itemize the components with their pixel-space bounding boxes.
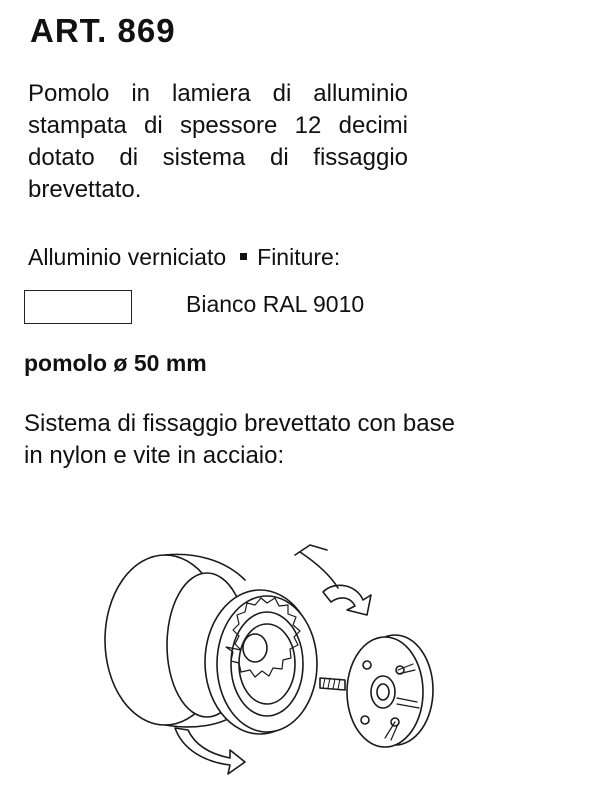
rotation-arrow-bottom bbox=[175, 728, 245, 774]
rotation-arrow-top bbox=[295, 545, 371, 615]
bullet-icon bbox=[240, 253, 247, 260]
fixing-system-text bbox=[24, 408, 524, 472]
description-line: Pomolo in lamiera di alluminio bbox=[28, 80, 408, 107]
knob-size: pomolo ø 50 mm bbox=[24, 350, 207, 376]
finish-row bbox=[28, 244, 340, 271]
description-line: brevettato. bbox=[28, 176, 142, 203]
product-description bbox=[28, 78, 408, 206]
article-title: ART. 869 bbox=[30, 12, 176, 49]
finish-label: Finiture: bbox=[257, 244, 341, 270]
system-line: in nylon e vite in acciaio: bbox=[24, 442, 285, 469]
color-name: Bianco RAL 9010 bbox=[186, 291, 365, 317]
description-line: dotato di sistema di fissaggio bbox=[28, 144, 408, 171]
steel-screw bbox=[320, 678, 345, 690]
ring-base bbox=[205, 590, 317, 734]
exploded-assembly-drawing bbox=[95, 540, 445, 785]
material-label: Alluminio verniciato bbox=[28, 244, 227, 270]
color-swatch bbox=[24, 290, 132, 324]
system-line: Sistema di fissaggio brevettato con base bbox=[24, 410, 455, 437]
nylon-base bbox=[347, 635, 433, 747]
description-line: stampata di spessore 12 decimi bbox=[28, 112, 408, 139]
